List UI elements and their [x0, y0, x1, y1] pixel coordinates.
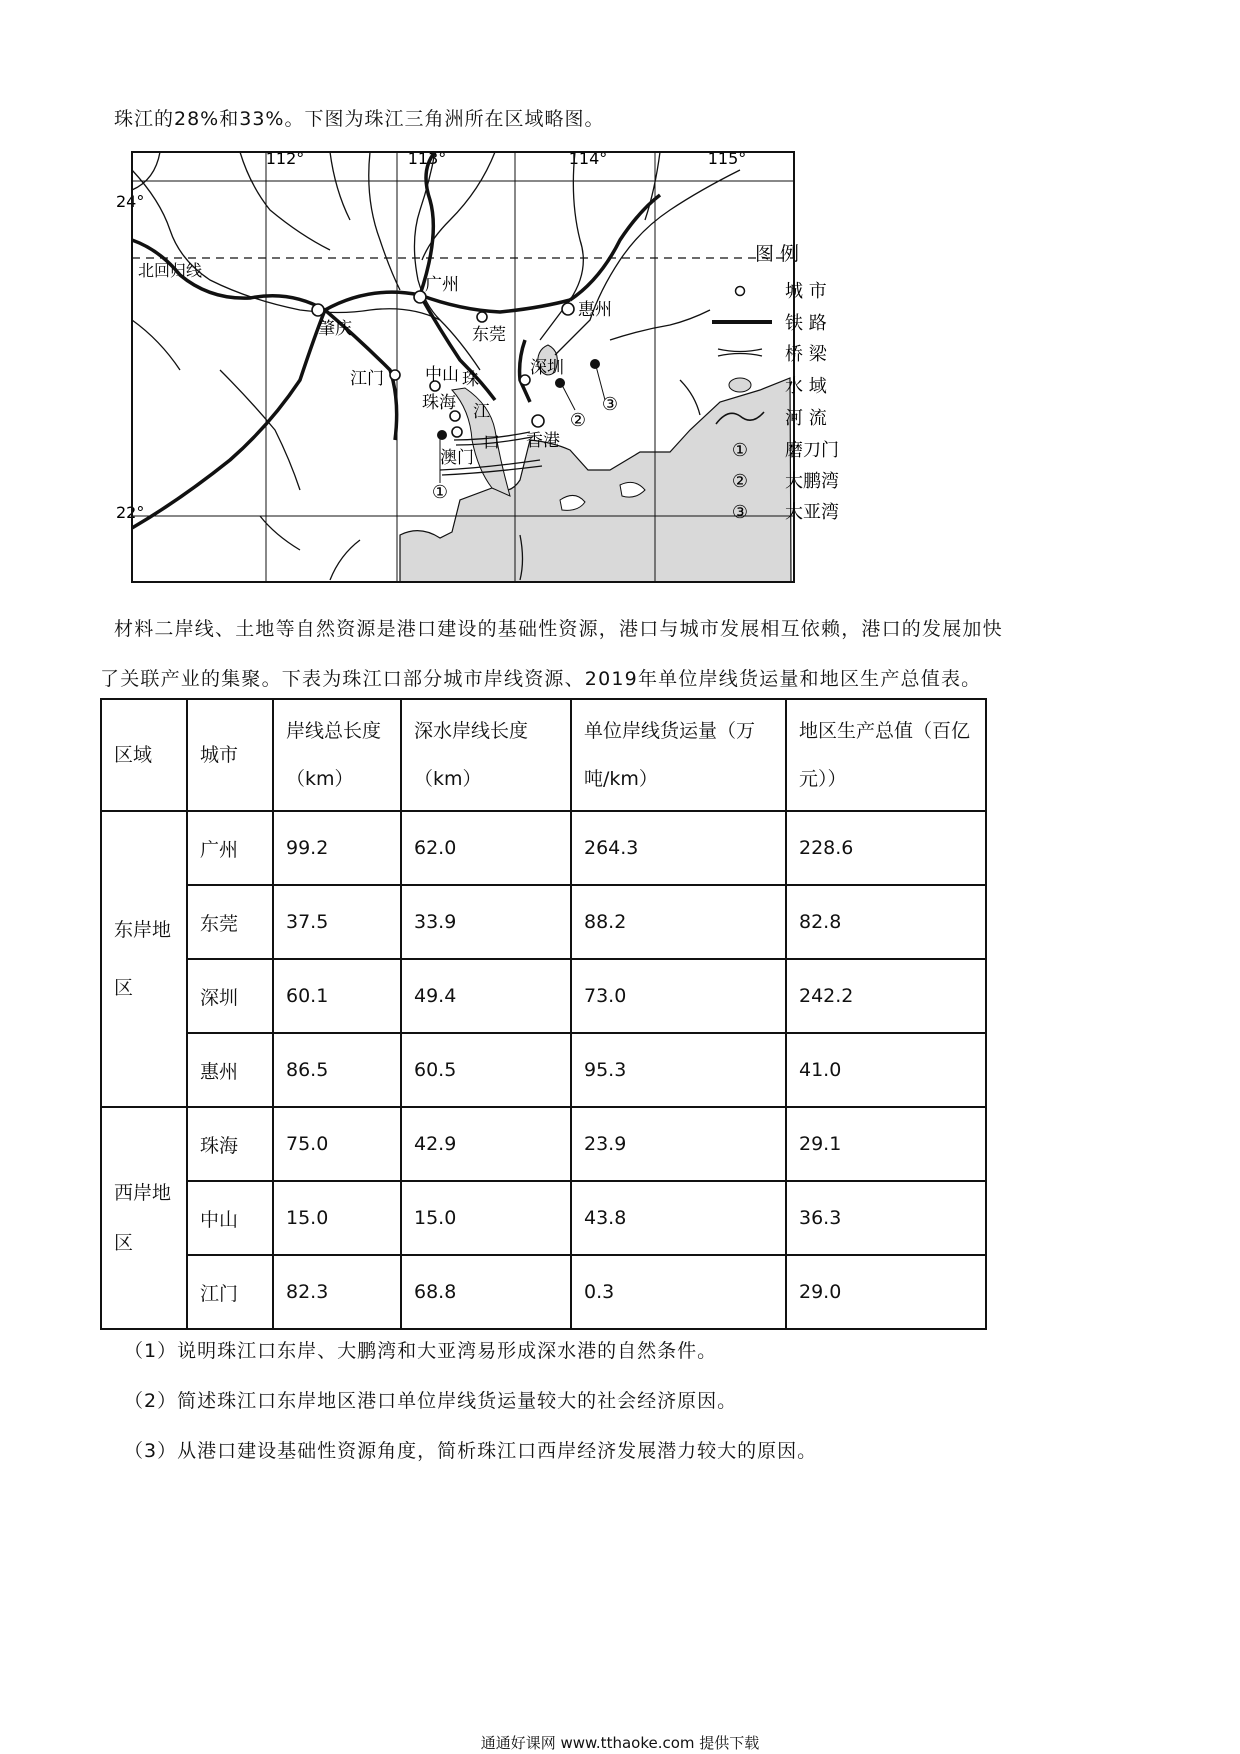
- water-icon: [729, 378, 751, 392]
- bridge-icon: [718, 349, 762, 356]
- tropic-label: 北回归线: [138, 261, 203, 280]
- table-row: [101, 959, 986, 1033]
- question-2: （2）简述珠江口东岸地区港口单位岸线货运量较大的社会经济原因。: [124, 1390, 738, 1412]
- city-dot-jiangmen: [390, 370, 400, 380]
- city-label-zhuhai: 珠海: [422, 393, 456, 413]
- material2-line2: 了关联产业的集聚。下表为珠江口部分城市岸线资源、2019年单位岸线货运量和地区生产总值表。: [100, 668, 982, 690]
- cell-deep: 62.0: [401, 811, 571, 885]
- table-row: [101, 1107, 986, 1181]
- longitude-label-114: 114°: [568, 149, 608, 168]
- table-row: [101, 1033, 986, 1107]
- longitude-label-112: 112°: [265, 149, 305, 168]
- city-label-dongguan: 东莞: [472, 325, 506, 345]
- marker-1-map: ①: [431, 482, 449, 503]
- legend-label-railway: 铁 路: [785, 313, 827, 334]
- city-label-zhaoqing: 肇庆: [318, 319, 352, 339]
- city-icon: [736, 287, 745, 296]
- legend-label-daya: 大亚湾: [785, 502, 839, 523]
- cell-total: 37.5: [273, 885, 401, 959]
- city-dot-shenzhen: [520, 375, 530, 385]
- port-dot-3: [590, 359, 600, 369]
- table-row: [101, 811, 986, 885]
- longitude-label-115: 115°: [707, 149, 747, 168]
- cell-total: 99.2: [273, 811, 401, 885]
- cell-cargo: 43.8: [571, 1181, 786, 1255]
- cell-deep: 15.0: [401, 1181, 571, 1255]
- city-label-zhongshan: 中山: [425, 365, 459, 385]
- cell-city: 惠州: [187, 1033, 273, 1107]
- header-deep-length: 深水岸线长度（km）: [401, 699, 571, 811]
- city-dot-zhaoqing: [312, 304, 324, 316]
- city-label-huizhou: 惠州: [578, 300, 612, 320]
- cell-total: 86.5: [273, 1033, 401, 1107]
- cell-deep: 60.5: [401, 1033, 571, 1107]
- cell-city: 珠海: [187, 1107, 273, 1181]
- cell-gdp: 29.1: [786, 1107, 986, 1181]
- cell-cargo: 88.2: [571, 885, 786, 959]
- cell-total: 75.0: [273, 1107, 401, 1181]
- cell-city: 深圳: [187, 959, 273, 1033]
- latitude-label-22: 22°: [116, 503, 145, 522]
- cell-gdp: 242.2: [786, 959, 986, 1033]
- city-dot-hongkong: [532, 415, 544, 427]
- legend-label-madaomen: 磨刀门: [785, 440, 839, 461]
- latitude-label-24: 24°: [116, 192, 145, 211]
- cell-total: 15.0: [273, 1181, 401, 1255]
- city-dot-dongguan: [477, 312, 487, 322]
- city-label-macau: 澳门: [440, 448, 474, 468]
- water-label-kou: 口: [483, 433, 500, 453]
- city-dot-huizhou: [562, 303, 574, 315]
- city-label-guangzhou: 广州: [425, 275, 459, 295]
- page-footer: 通通好课网 www.tthaoke.com 提供下载: [480, 1734, 760, 1752]
- cell-total: 82.3: [273, 1255, 401, 1329]
- cell-deep: 49.4: [401, 959, 571, 1033]
- pearl-river-delta-map: [100, 140, 960, 595]
- header-gdp: 地区生产总值（百亿元））: [786, 699, 986, 811]
- table-row: [101, 885, 986, 959]
- material2-line1: 材料二岸线、土地等自然资源是港口建设的基础性资源，港口与城市发展相互依赖，港口的发展加快: [114, 618, 1003, 640]
- legend-label-dapeng: 大鹏湾: [785, 471, 839, 492]
- cell-cargo: 95.3: [571, 1033, 786, 1107]
- region-east: 东岸地区: [101, 811, 187, 1107]
- cell-gdp: 228.6: [786, 811, 986, 885]
- legend-title: 图 例: [755, 243, 800, 265]
- table-row: [101, 1255, 986, 1329]
- header-city: 城市: [187, 699, 273, 811]
- cell-city: 广州: [187, 811, 273, 885]
- cell-cargo: 23.9: [571, 1107, 786, 1181]
- header-total-length: 岸线总长度（km）: [273, 699, 401, 811]
- cell-cargo: 0.3: [571, 1255, 786, 1329]
- port-data-table: [100, 698, 987, 1330]
- cell-city: 东莞: [187, 885, 273, 959]
- header-region: 区域: [101, 699, 187, 811]
- legend-symbol-2: ②: [731, 471, 749, 492]
- cell-deep: 33.9: [401, 885, 571, 959]
- cell-total: 60.1: [273, 959, 401, 1033]
- legend-label-city: 城 市: [785, 281, 827, 302]
- marker-3-map: ③: [601, 394, 619, 415]
- question-1: （1）说明珠江口东岸、大鹏湾和大亚湾易形成深水港的自然条件。: [124, 1340, 718, 1362]
- cell-deep: 68.8: [401, 1255, 571, 1329]
- cell-cargo: 73.0: [571, 959, 786, 1033]
- region-west: 西岸地区: [101, 1107, 187, 1329]
- question-3: （3）从港口建设基础性资源角度，简析珠江口西岸经济发展潜力较大的原因。: [124, 1440, 818, 1462]
- legend-label-water: 水 域: [785, 376, 827, 397]
- city-dot-macau: [452, 427, 462, 437]
- marker-2-map: ②: [569, 410, 587, 431]
- cell-gdp: 82.8: [786, 885, 986, 959]
- cell-deep: 42.9: [401, 1107, 571, 1181]
- cell-gdp: 36.3: [786, 1181, 986, 1255]
- water-label-zhu: 珠: [462, 370, 479, 390]
- legend-label-bridge: 桥 梁: [785, 344, 827, 365]
- legend-label-river: 河 流: [785, 408, 827, 429]
- cell-city: 中山: [187, 1181, 273, 1255]
- cell-gdp: 41.0: [786, 1033, 986, 1107]
- cell-cargo: 264.3: [571, 811, 786, 885]
- header-cargo: 单位岸线货运量（万吨/km）: [571, 699, 786, 811]
- city-label-jiangmen: 江门: [350, 369, 384, 389]
- table-row: [101, 1181, 986, 1255]
- city-label-hongkong: 香港: [526, 431, 560, 451]
- intro-text: 珠江的28%和33%。下图为珠江三角洲所在区域略图。: [114, 108, 605, 130]
- cell-gdp: 29.0: [786, 1255, 986, 1329]
- port-dot-1: [437, 430, 447, 440]
- water-label-jiang: 江: [473, 402, 490, 422]
- longitude-label-113: 113°: [407, 149, 447, 168]
- city-label-shenzhen: 深圳: [530, 358, 564, 378]
- legend-symbol-3: ③: [731, 502, 749, 523]
- cell-city: 江门: [187, 1255, 273, 1329]
- legend-symbol-1: ①: [731, 440, 749, 461]
- port-dot-2: [555, 378, 565, 388]
